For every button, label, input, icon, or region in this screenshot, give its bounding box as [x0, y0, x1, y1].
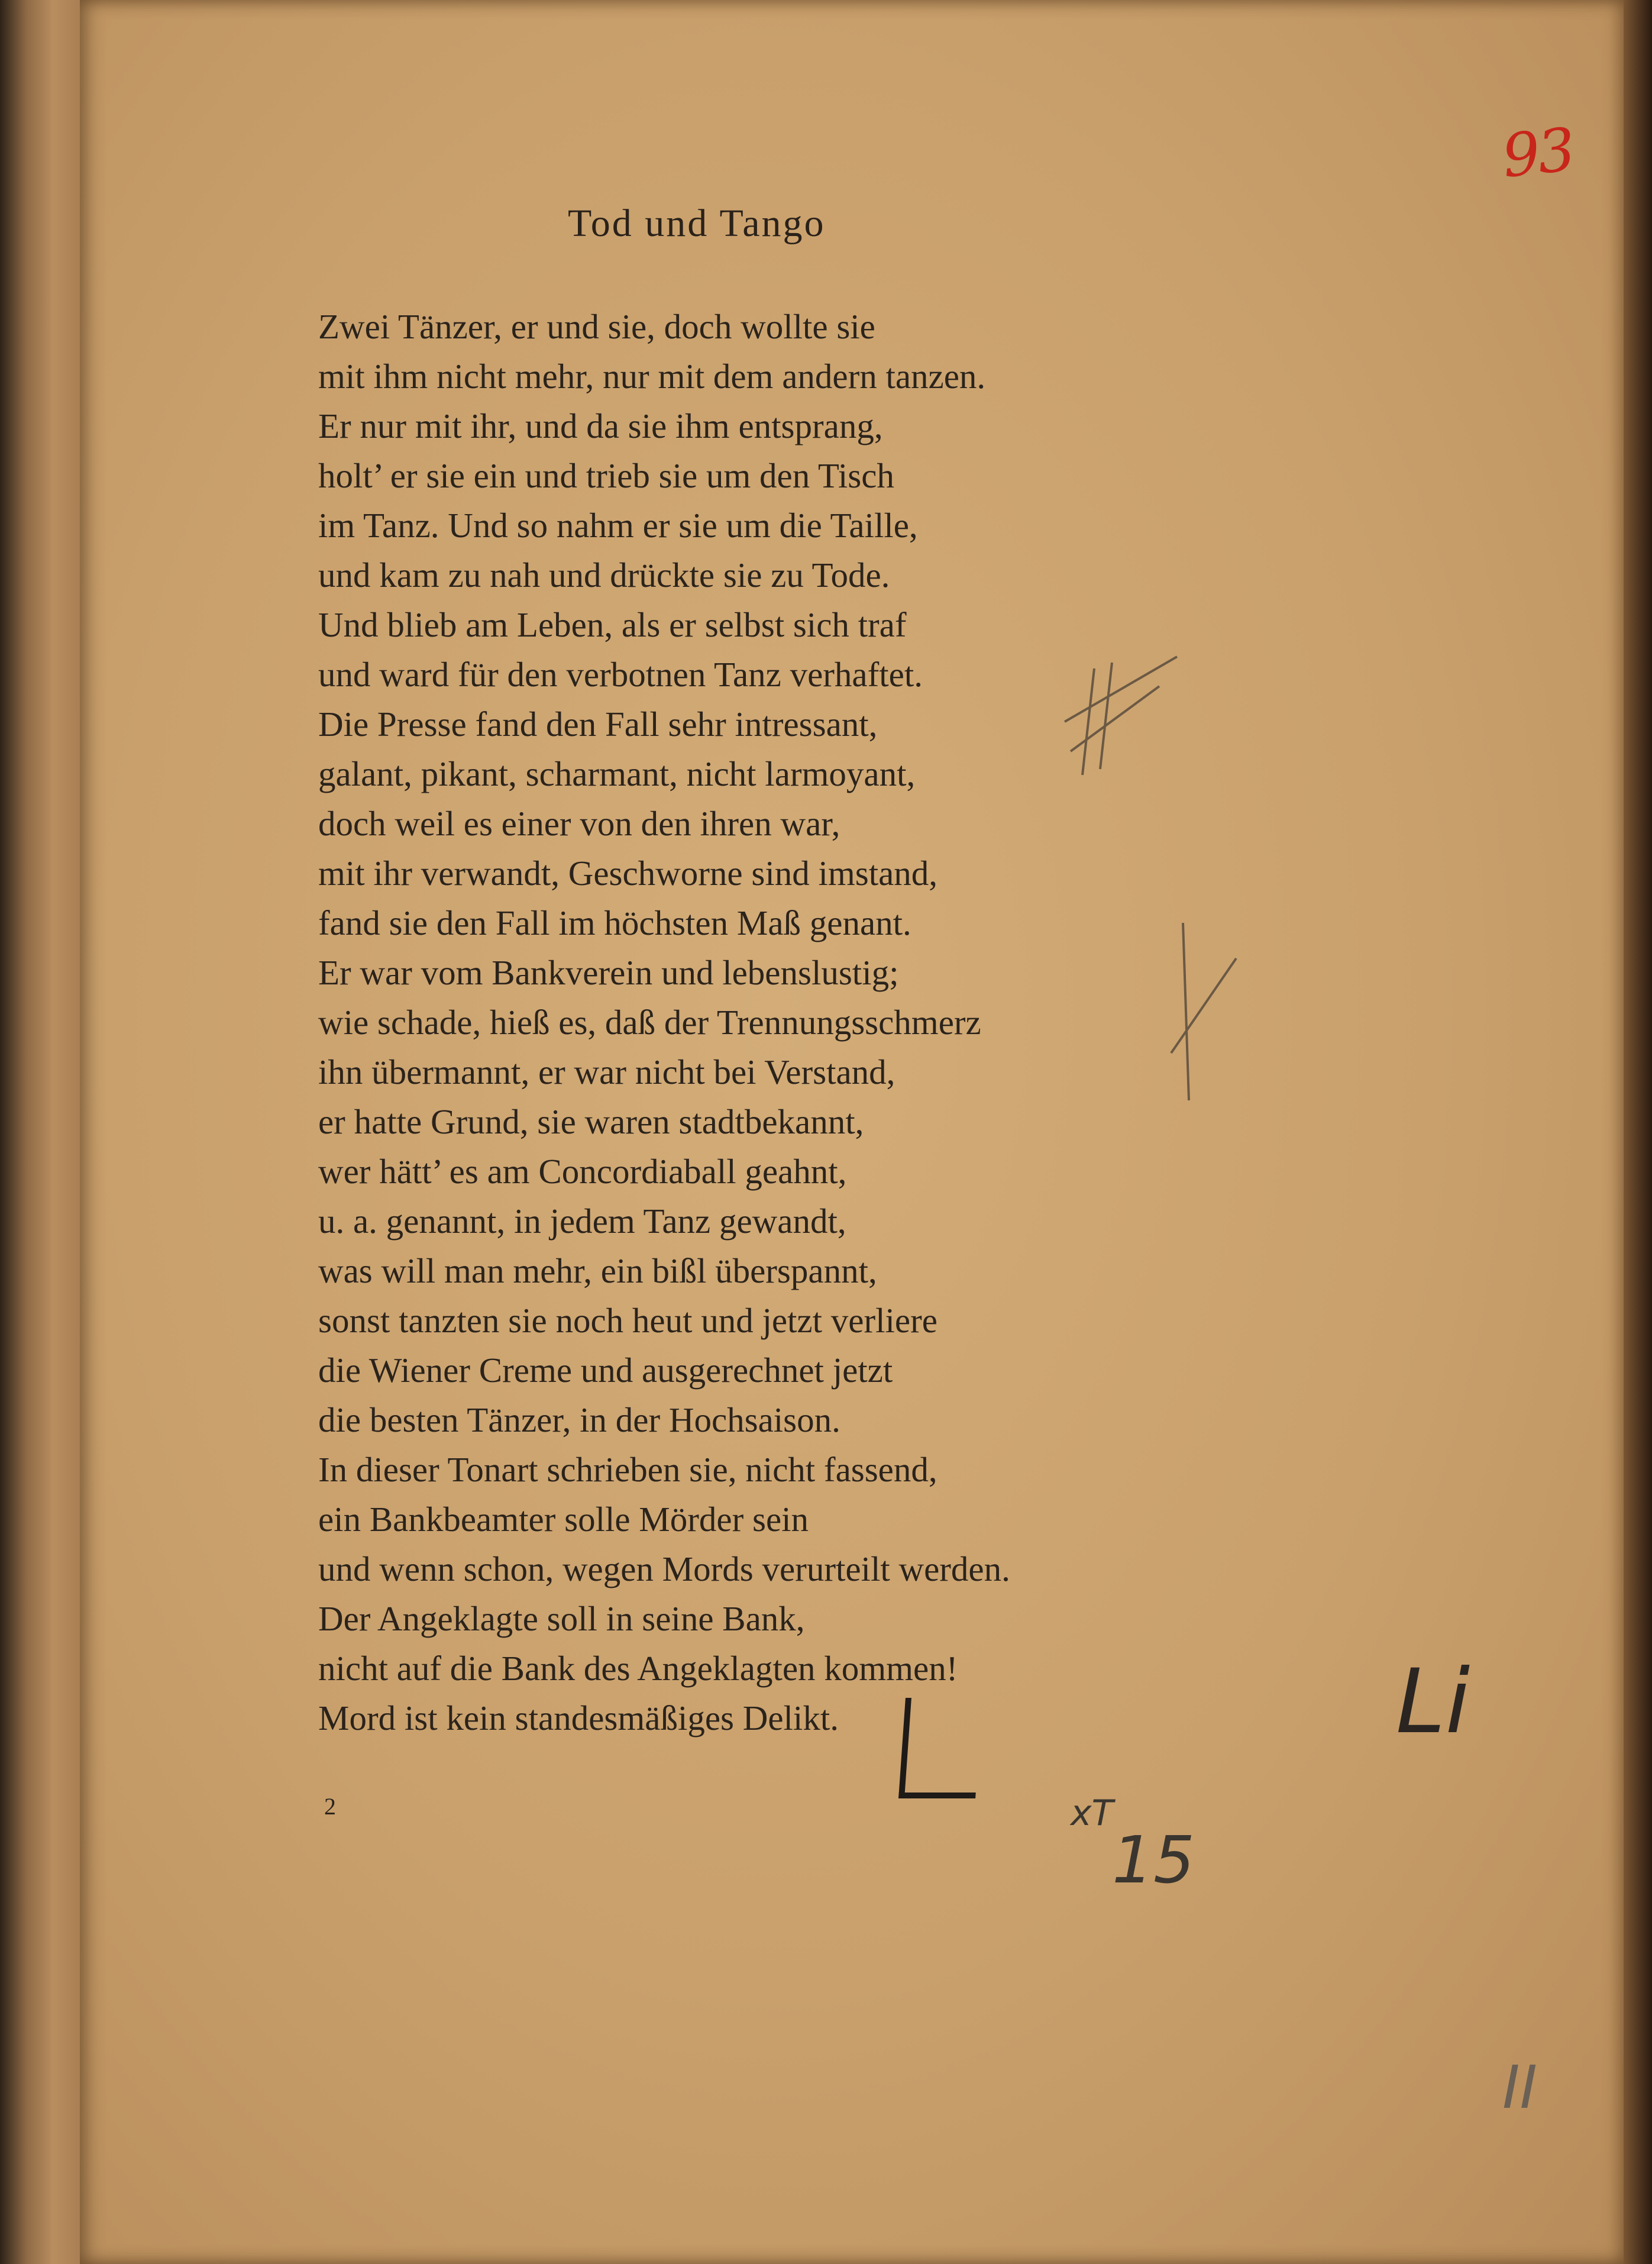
- poem-line: fand sie den Fall im höchsten Maß genant.: [318, 903, 911, 942]
- poem-line: ihn übermannt, er war nicht bei Verstand,: [318, 1052, 895, 1091]
- poem-body: [318, 302, 1170, 1743]
- poem-line: sonst tanzten sie noch heut und jetzt verliere: [318, 1301, 937, 1340]
- poem-line: im Tanz. Und so nahm er sie um die Taille,: [318, 506, 918, 545]
- poem-line: was will man mehr, ein bißl überspannt,: [318, 1251, 877, 1290]
- book-back-edge: [1624, 0, 1652, 2264]
- poem-line: Er nur mit ihr, und da sie ihm entsprang,: [318, 406, 883, 445]
- poem-line: Und blieb am Leben, als er selbst sich traf: [318, 605, 907, 644]
- page-number: 2: [324, 1793, 336, 1820]
- poem-line: wer hätt’ es am Concordiaball geahnt,: [318, 1152, 847, 1191]
- poem-line: und kam zu nah und drückte sie zu Tode.: [318, 555, 890, 595]
- handwritten-ii: II: [1502, 2053, 1537, 2122]
- poem-line: In dieser Tonart schrieben sie, nicht fassend,: [318, 1450, 937, 1489]
- poem-line: Mord ist kein standesmäßiges Delikt.: [318, 1698, 839, 1737]
- poem-line: Der Angeklagte soll in seine Bank,: [318, 1599, 805, 1638]
- handwritten-li: Li: [1396, 1651, 1470, 1753]
- poem-line: mit ihm nicht mehr, nur mit dem andern tanzen.: [318, 357, 986, 396]
- library-stamp-ghost: ​: [399, 2021, 402, 2063]
- poem-line: u. a. genannt, in jedem Tanz gewandt,: [318, 1202, 846, 1241]
- poem-line: die Wiener Creme und ausgerechnet jetzt: [318, 1351, 893, 1390]
- poem-line: er hatte Grund, sie waren stadtbekannt,: [318, 1102, 864, 1141]
- poem-line: mit ihr verwandt, Geschworne sind imstand,: [318, 854, 938, 893]
- poem-line: ein Bankbeamter solle Mörder sein: [318, 1500, 809, 1539]
- poem-line: Zwei Tänzer, er und sie, doch wollte sie: [318, 307, 875, 346]
- poem-line: galant, pikant, scharmant, nicht larmoyant,: [318, 754, 916, 793]
- folio-number: 93: [1499, 115, 1577, 191]
- poem-line: nicht auf die Bank des Angeklagten kommen!: [318, 1649, 958, 1688]
- poem-line: und ward für den verbotnen Tanz verhaftet.: [318, 655, 923, 694]
- handwritten-l-mark: [898, 1698, 982, 1798]
- poem-title: Tod und Tango: [568, 202, 826, 245]
- book-cover-edge: [0, 0, 89, 2264]
- poem-line: doch weil es einer von den ihren war,: [318, 804, 840, 843]
- poem-line: die besten Tänzer, in der Hochsaison.: [318, 1400, 840, 1439]
- poem-line: wie schade, hieß es, daß der Trennungsschmerz: [318, 1003, 981, 1042]
- poem-line: Er war vom Bankverein und lebenslustig;: [318, 953, 899, 992]
- poem-line: holt’ er sie ein und trieb sie um den Tisch: [318, 456, 894, 495]
- poem-line: Die Presse fand den Fall sehr intressant,: [318, 705, 878, 744]
- handwritten-15: 15: [1112, 1822, 1195, 1898]
- handwritten-xt: xT: [1071, 1793, 1114, 1834]
- poem-line: und wenn schon, wegen Mords verurteilt werden.: [318, 1549, 1010, 1588]
